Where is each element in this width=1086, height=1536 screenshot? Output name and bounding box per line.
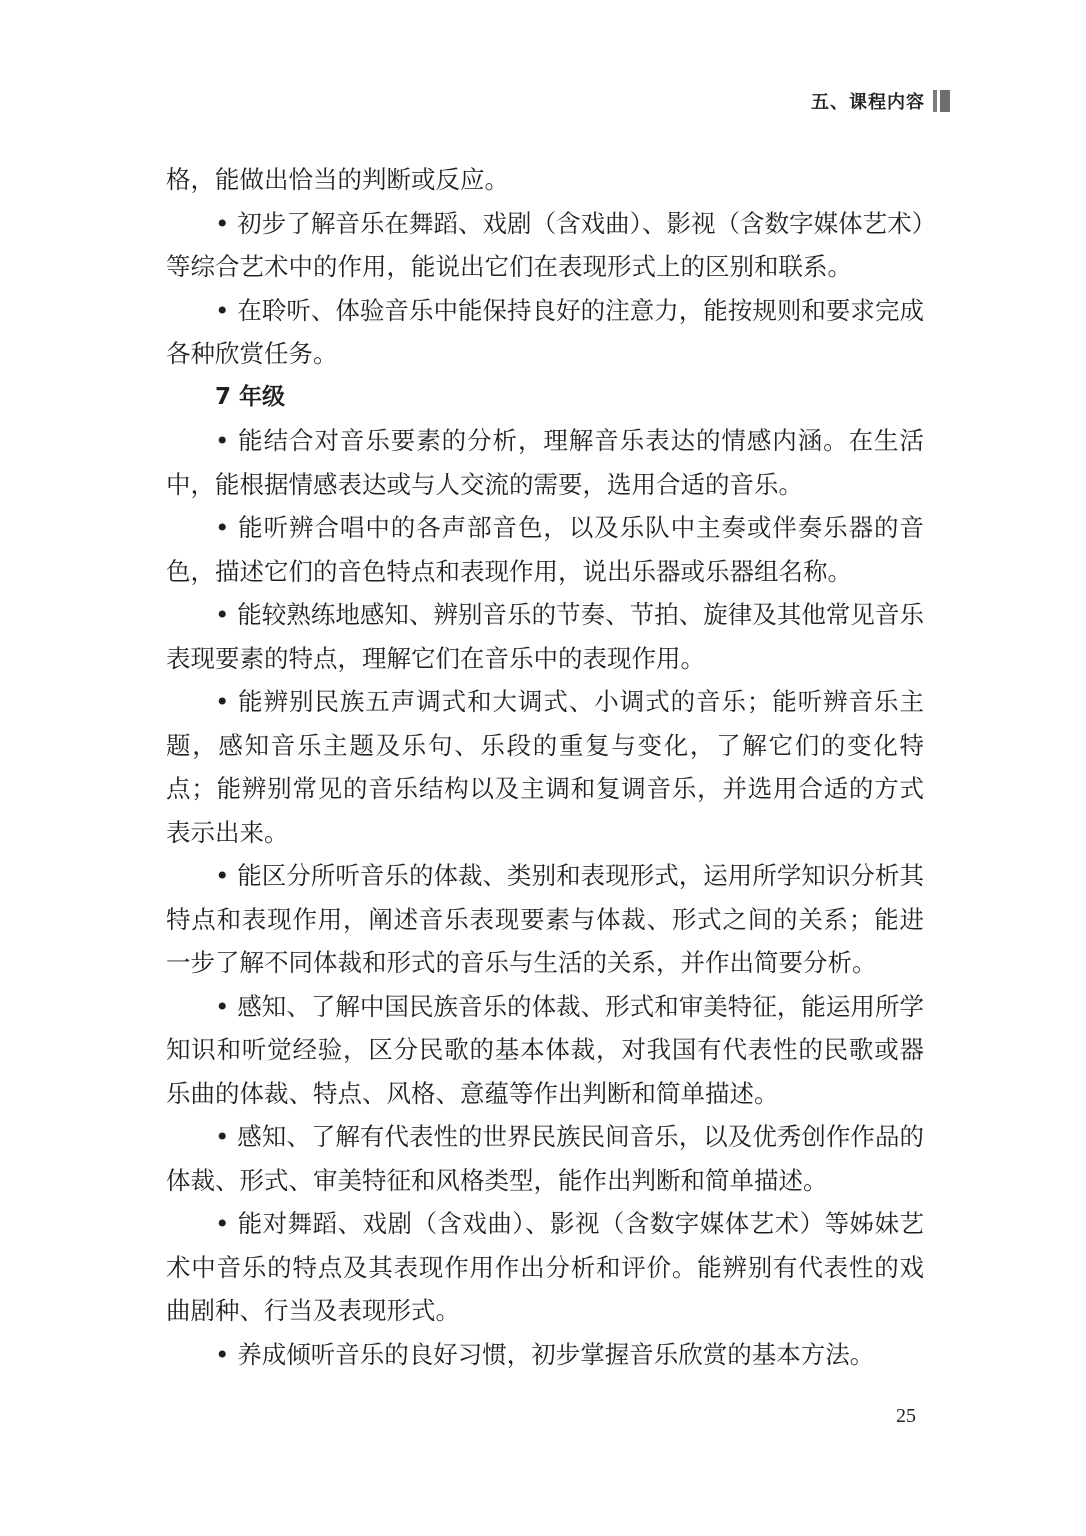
bullet-paragraph: • 在聆听、体验音乐中能保持良好的注意力，能按规则和要求完成各种欣赏任务。 [166, 295, 924, 368]
continued-paragraph: 格，能做出恰当的判断或反应。 [166, 165, 509, 194]
grade-heading: 7 年级 [215, 383, 286, 410]
bullet-paragraph: • 能对舞蹈、戏剧（含戏曲）、影视（含数字媒体艺术）等姊妹艺术中音乐的特点及其表现作用作出分析和评价。能辨别有代表性的戏曲剧种、行当及表现形式。 [166, 1209, 924, 1325]
header-title: 五、课程内容 [811, 92, 925, 113]
bullet-paragraph: • 感知、了解中国民族音乐的体裁、形式和审美特征，能运用所学知识和听觉经验，区分民歌的基本体裁，对我国有代表性的民歌或器乐曲的体裁、特点、风格、意蕴等作出判断和简单描述。 [166, 991, 924, 1108]
header-bar-thick [940, 90, 950, 112]
bullet-paragraph: • 养成倾听音乐的良好习惯，初步掌握音乐欣赏的基本方法。 [215, 1339, 875, 1369]
bullet-paragraph: • 能听辨合唱中的各声部音色，以及乐队中主奏或伴奏乐器的音色，描述它们的音色特点和表现作用，说出乐器或乐器组名称。 [166, 513, 924, 586]
bullet-paragraph: • 能辨别民族五声调式和大调式、小调式的音乐；能听辨音乐主题，感知音乐主题及乐句、乐段的重复与变化，了解它们的变化特点；能辨别常见的音乐结构以及主调和复调音乐，并选用合适的方式表示出来。 [166, 687, 924, 847]
bullet-paragraph: • 能较熟练地感知、辨别音乐的节奏、节拍、旋律及其他常见音乐表现要素的特点，理解它们在音乐中的表现作用。 [166, 600, 924, 673]
page-number: 25 [896, 1405, 916, 1427]
header-bars-icon [933, 90, 950, 112]
header-bar-thin [933, 90, 937, 112]
running-header [811, 88, 950, 114]
bullet-paragraph: • 初步了解音乐在舞蹈、戏剧（含戏曲）、影视（含数字媒体艺术）等综合艺术中的作用，能说出它们在表现形式上的区别和联系。 [166, 208, 924, 281]
page-body [166, 158, 924, 1376]
bullet-paragraph: • 能结合对音乐要素的分析，理解音乐表达的情感内涵。在生活中，能根据情感表达或与人交流的需要，选用合适的音乐。 [166, 426, 924, 499]
bullet-paragraph: • 能区分所听音乐的体裁、类别和表现形式，运用所学知识分析其特点和表现作用，阐述音乐表现要素与体裁、形式之间的关系；能进一步了解不同体裁和形式的音乐与生活的关系，并作出简要分析。 [166, 861, 924, 977]
bullet-paragraph: • 感知、了解有代表性的世界民族民间音乐，以及优秀创作作品的体裁、形式、审美特征和风格类型，能作出判断和简单描述。 [166, 1122, 924, 1195]
